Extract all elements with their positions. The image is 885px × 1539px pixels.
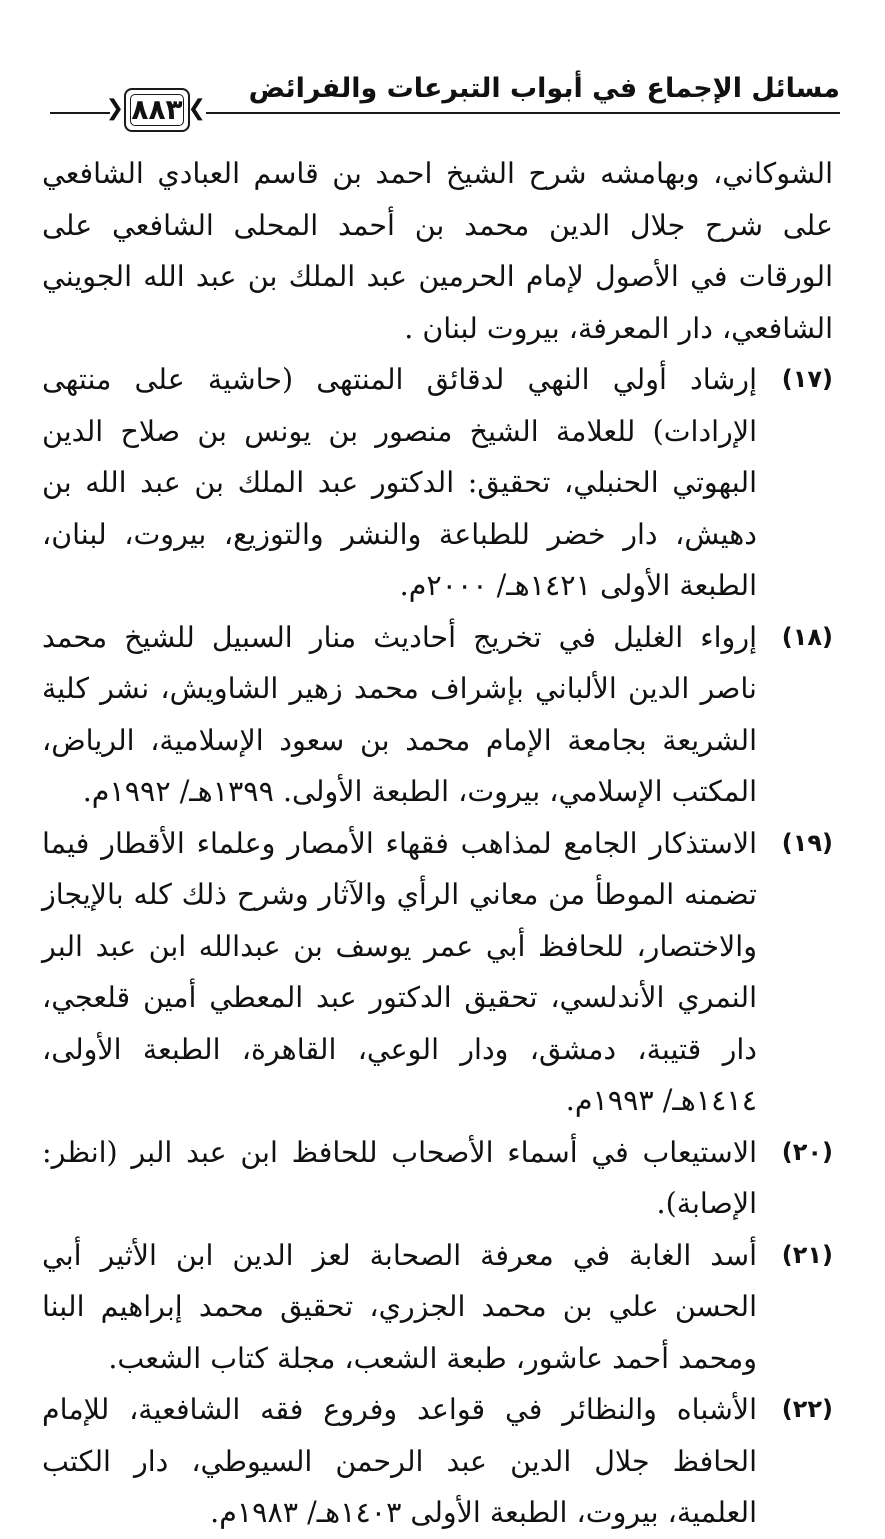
entry-number: (٢٢)	[781, 1395, 833, 1423]
entry-text: الاستذكار الجامع لمذاهب فقهاء الأمصار وعلماء الأقطار فيما تضمنه الموطأ من معاني الرأي والآثار وشرح ذلك كله بالإيجاز والاختصار، للحافظ أبي عمر يوسف بن عبدالله ابن عبد البر النمري الأندلسي، تحقيق الدكتور عبد المعطي أمين قلعجي، دار قتيبة، دمشق، ودار الوعي، القاهرة، الطبعة الأولى، ١٤١٤هـ/ ١٩٩٣م.	[42, 826, 757, 1117]
frame-ornament-right-icon: ❯	[187, 96, 206, 121]
frame-ornament-left-icon: ❮	[105, 96, 124, 121]
entry-text: الأشباه والنظائر في قواعد وفروع فقه الشافعية، للإمام الحافظ جلال الدين عبد الرحمن السيوطي، دار الكتب العلمية، بيروت، الطبعة الأولى ١٤٠٣هـ/ ١٩٨٣م.	[42, 1393, 757, 1529]
entry-number: (١٧)	[781, 365, 833, 393]
page-header	[50, 70, 840, 130]
bibliography-entry	[42, 354, 833, 612]
running-title: مسائل الإجماع في أبواب التبرعات والفرائض	[248, 73, 840, 104]
entry-number: (٢١)	[781, 1240, 833, 1269]
bibliography-text	[42, 148, 833, 1539]
entry-text: الاستيعاب في أسماء الأصحاب للحافظ ابن عبد البر (انظر: الإصابة).	[42, 1135, 757, 1220]
page-number: ٨٨٣	[131, 93, 183, 126]
bibliography-entry	[42, 818, 833, 1127]
entry-number: (٢٠)	[781, 1137, 833, 1166]
page-number-frame	[105, 88, 206, 134]
entry-number: (١٩)	[781, 828, 833, 857]
continued-entry: الشوكاني، وبهامشه شرح الشيخ احمد بن قاسم العبادي الشافعي على شرح جلال الدين محمد بن أحمد المحلى الشافعي على الورقات في الأصول لإمام الحرمين عبد الملك بن عبد الله الجويني الشافعي، دار المعرفة، بيروت لبنان .	[42, 157, 833, 345]
bibliography-entry	[42, 1127, 833, 1230]
entry-number: (١٨)	[781, 622, 833, 651]
bibliography-entry	[42, 612, 833, 818]
entry-text: إرواء الغليل في تخريج أحاديث منار السبيل للشيخ محمد ناصر الدين الألباني بإشراف محمد زهير الشاويش، نشر كلية الشريعة بجامعة الإمام محمد بن سعود الإسلامية، الرياض، المكتب الإسلامي، بيروت، الطبعة الأولى. ١٣٩٩هـ/ ١٩٩٢م.	[42, 620, 757, 808]
entry-text: أسد الغابة في معرفة الصحابة لعز الدين ابن الأثير أبي الحسن علي بن محمد الجزري، تحقيق محمد إبراهيم البنا ومحمد أحمد عاشور، طبعة الشعب، مجلة كتاب الشعب.	[42, 1238, 757, 1375]
bibliography-entry	[42, 1384, 833, 1539]
bibliography-entry	[42, 1230, 833, 1385]
entry-text: إرشاد أولي النهي لدقائق المنتهى (حاشية على منتهى الإرادات) للعلامة الشيخ منصور بن يونس بن صلاح الدين البهوتي الحنبلي، تحقيق: الدكتور عبد الملك بن عبد الله بن دهيش، دار خضر للطباعة والنشر والتوزيع، بيروت، لبنان، الطبعة الأولى ١٤٢١هـ/ ٢٠٠٠م.	[42, 363, 757, 602]
